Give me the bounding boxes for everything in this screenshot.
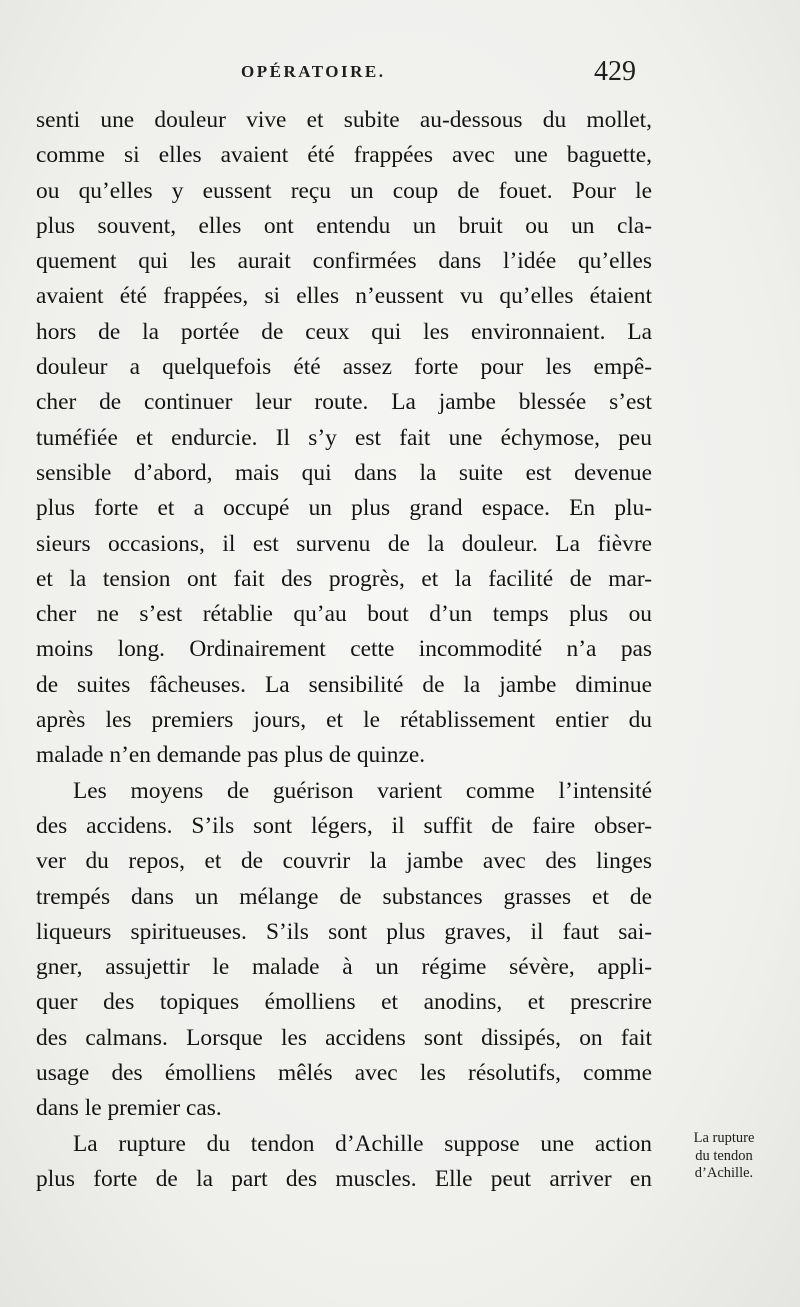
text-line: plus forte et a occupé un plus grand espace. En plu- (36, 495, 652, 522)
text-line: malade n’en demande pas plus de quinze. (36, 742, 426, 769)
margin-note-line: du tendon (695, 1147, 753, 1164)
text-line: trempés dans un mélange de substances grasses et de (36, 883, 652, 910)
text-line: liqueurs spiritueuses. S’ils sont plus graves, il faut sai- (36, 918, 652, 945)
text-line: ver du repos, et de couvrir la jambe avec des linges (36, 848, 652, 875)
text-line: cher ne s’est rétablie qu’au bout d’un temps plus ou (36, 601, 652, 628)
text-line: La rupture du tendon d’Achille suppose une action (73, 1130, 652, 1157)
text-line: plus forte de la part des muscles. Elle peut arriver en (36, 1165, 652, 1192)
paragraph-3 (36, 1127, 652, 1198)
body-text (36, 103, 652, 1197)
text-line: Les moyens de guérison varient comme l’intensité (73, 777, 652, 804)
text-line: sensible d’abord, mais qui dans la suite est devenue (36, 459, 652, 486)
margin-note-line: La rupture (693, 1130, 755, 1146)
text-line: sieurs occasions, il est survenu de la douleur. La fièvre (36, 530, 652, 557)
text-line: comme si elles avaient été frappées avec une baguette, (36, 142, 652, 169)
text-line: dans le premier cas. (36, 1095, 222, 1122)
text-line: quer des topiques émolliens et anodins, et prescrire (36, 989, 652, 1016)
text-line: après les premiers jours, et le rétablissement entier du (36, 707, 652, 734)
text-line: des calmans. Lorsque les accidens sont dissipés, on fait (36, 1024, 652, 1051)
text-line: usage des émolliens mêlés avec les résolutifs, comme (36, 1060, 652, 1087)
text-line: ou qu’elles y eussent reçu un coup de fouet. Pour le (36, 177, 652, 204)
running-title: OPÉRATOIRE. (241, 62, 386, 81)
paragraph-2 (36, 774, 652, 1127)
text-line: tuméfiée et endurcie. Il s’y est fait une échymose, peu (36, 424, 652, 451)
page-number: 429 (594, 56, 636, 87)
text-line: hors de la portée de ceux qui les environnaient. La (36, 318, 652, 345)
text-line: avaient été frappées, si elles n’eussent vu qu’elles étaient (36, 283, 652, 310)
text-line: quement qui les aurait confirmées dans l’idée qu’elles (36, 248, 652, 275)
text-line: moins long. Ordinairement cette incommodité n’a pas (36, 636, 652, 663)
text-line: et la tension ont fait des progrès, et la facilité de mar- (36, 565, 652, 592)
text-line: des accidens. S’ils sont légers, il suffit de faire obser- (36, 812, 652, 839)
margin-note-line: d’Achille. (694, 1165, 754, 1181)
paragraph-1 (36, 103, 652, 774)
text-line: cher de continuer leur route. La jambe blessée s’est (36, 389, 652, 416)
margin-note (676, 1130, 772, 1183)
text-line: senti une douleur vive et subite au-dessous du mollet, (36, 107, 652, 133)
text-line: gner, assujettir le malade à un régime sévère, appli- (36, 954, 652, 981)
text-line: douleur a quelquefois été assez forte pour les empê- (36, 354, 652, 381)
text-line: plus souvent, elles ont entendu un bruit ou un cla- (36, 212, 652, 239)
text-line: de suites fâcheuses. La sensibilité de la jambe diminue (36, 671, 652, 698)
